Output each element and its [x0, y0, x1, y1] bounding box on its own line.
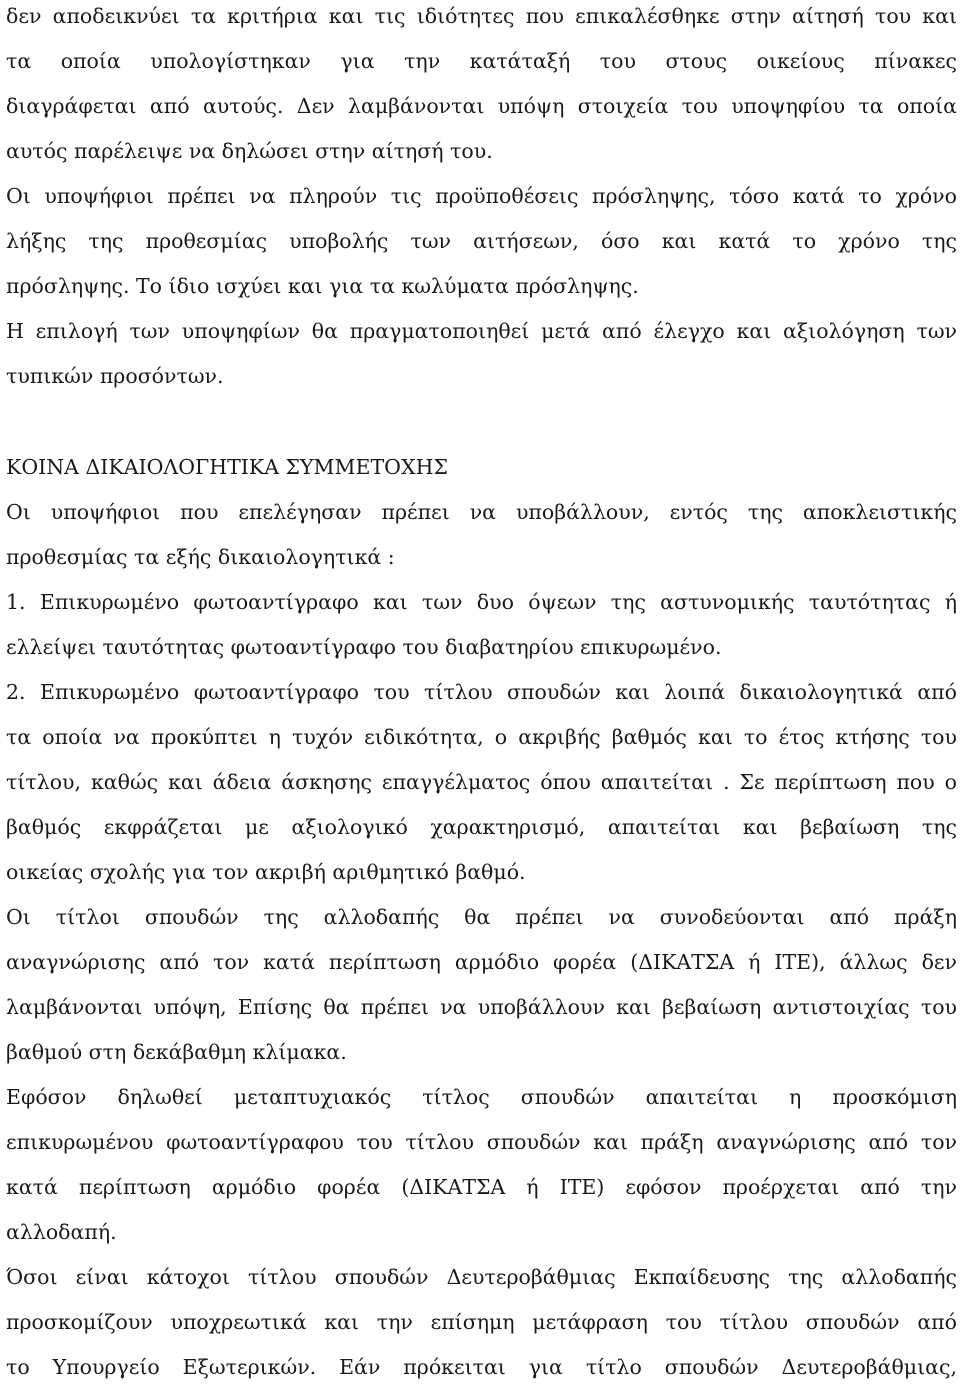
text-line-1: δεν αποδεικνύει τα κριτήρια και τις ιδιότητες που επικαλέσθηκε στην αίτησή του και: [6, 4, 957, 28]
text-line-5: Οι υποψήφιοι πρέπει να πληρούν τις προϋποθέσεις πρόσληψης, τόσο κατά το χρόνο: [6, 184, 957, 208]
text-line-25: επικυρωμένου φωτοαντίγραφου του τίτλου σπουδών και πράξη αναγνώρισης από τον: [6, 1130, 957, 1154]
text-line-23: βαθμού στη δεκάβαθμη κλίμακα.: [6, 1040, 347, 1064]
text-line-13: 1. Επικυρωμένο φωτοαντίγραφο και των δυο όψεων της αστυνομικής ταυτότητας ή: [6, 590, 957, 614]
text-line-6: λήξης της προθεσμίας υποβολής των αιτήσεων, όσο και κατά το χρόνο της: [6, 229, 957, 253]
text-line-11: Οι υποψήφιοι που επελέγησαν πρέπει να υποβάλλουν, εντός της αποκλειστικής: [6, 500, 957, 524]
text-line-3: διαγράφεται από αυτούς. Δεν λαμβάνονται υπόψη στοιχεία του υποψηφίου τα οποία: [6, 94, 957, 118]
text-line-28: Όσοι είναι κάτοχοι τίτλου σπουδών Δευτεροβάθμιας Εκπαίδευσης της αλλοδαπής: [6, 1265, 957, 1289]
text-line-4: αυτός παρέλειψε να δηλώσει στην αίτησή του.: [6, 139, 493, 163]
text-line-12: προθεσμίας τα εξής δικαιολογητικά :: [6, 545, 395, 569]
text-line-30: το Υπουργείο Εξωτερικών. Εάν πρόκειται για τίτλο σπουδών Δευτεροβάθμιας,: [6, 1355, 957, 1379]
text-line-14: ελλείψει ταυτότητας φωτοαντίγραφο του διαβατηρίου επικυρωμένο.: [6, 635, 722, 659]
text-line-26: κατά περίπτωση αρμόδιο φορέα (ΔΙΚΑΤΣΑ ή ΙΤΕ) εφόσον προέρχεται από την: [6, 1175, 957, 1199]
text-line-20: Οι τίτλοι σπουδών της αλλοδαπής θα πρέπει να συνοδεύονται από πράξη: [6, 905, 957, 929]
text-line-29: προσκομίζουν υποχρεωτικά και την επίσημη μετάφραση του τίτλου σπουδών από: [6, 1310, 957, 1334]
text-line-16: τα οποία να προκύπτει η τυχόν ειδικότητα, ο ακριβής βαθμός και το έτος κτήσης του: [6, 725, 957, 749]
text-line-18: βαθμός εκφράζεται με αξιολογικό χαρακτηρισμό, απαιτείται και βεβαίωση της: [6, 815, 957, 839]
text-line-19: οικείας σχολής για τον ακριβή αριθμητικό βαθμό.: [6, 860, 526, 884]
text-line-15: 2. Επικυρωμένο φωτοαντίγραφο του τίτλου σπουδών και λοιπά δικαιολογητικά από: [6, 680, 957, 704]
text-line-2: τα οποία υπολογίστηκαν για την κατάταξή του στους οικείους πίνακες: [6, 49, 957, 73]
text-line-22: λαμβάνονται υπόψη, Επίσης θα πρέπει να υποβάλλουν και βεβαίωση αντιστοιχίας του: [6, 995, 957, 1019]
text-line-24: Εφόσον δηλωθεί μεταπτυχιακός τίτλος σπουδών απαιτείται η προσκόμιση: [6, 1085, 957, 1109]
text-line-21: αναγνώρισης από τον κατά περίπτωση αρμόδιο φορέα (ΔΙΚΑΤΣΑ ή ΙΤΕ), άλλως δεν: [6, 950, 957, 974]
text-line-9: τυπικών προσόντων.: [6, 364, 224, 388]
text-line-7: πρόσληψης. Το ίδιο ισχύει και για τα κωλύματα πρόσληψης.: [6, 274, 639, 298]
section-heading: ΚΟΙΝΑ ΔΙΚΑΙΟΛΟΓΗΤΙΚΑ ΣΥΜΜΕΤΟΧΗΣ: [6, 455, 448, 479]
text-line-17: τίτλου, καθώς και άδεια άσκησης επαγγέλματος όπου απαιτείται . Σε περίπτωση που ο: [6, 770, 957, 794]
text-line-8: Η επιλογή των υποψηφίων θα πραγματοποιηθεί μετά από έλεγχο και αξιολόγηση των: [6, 319, 957, 343]
text-line-27: αλλοδαπή.: [6, 1220, 117, 1244]
